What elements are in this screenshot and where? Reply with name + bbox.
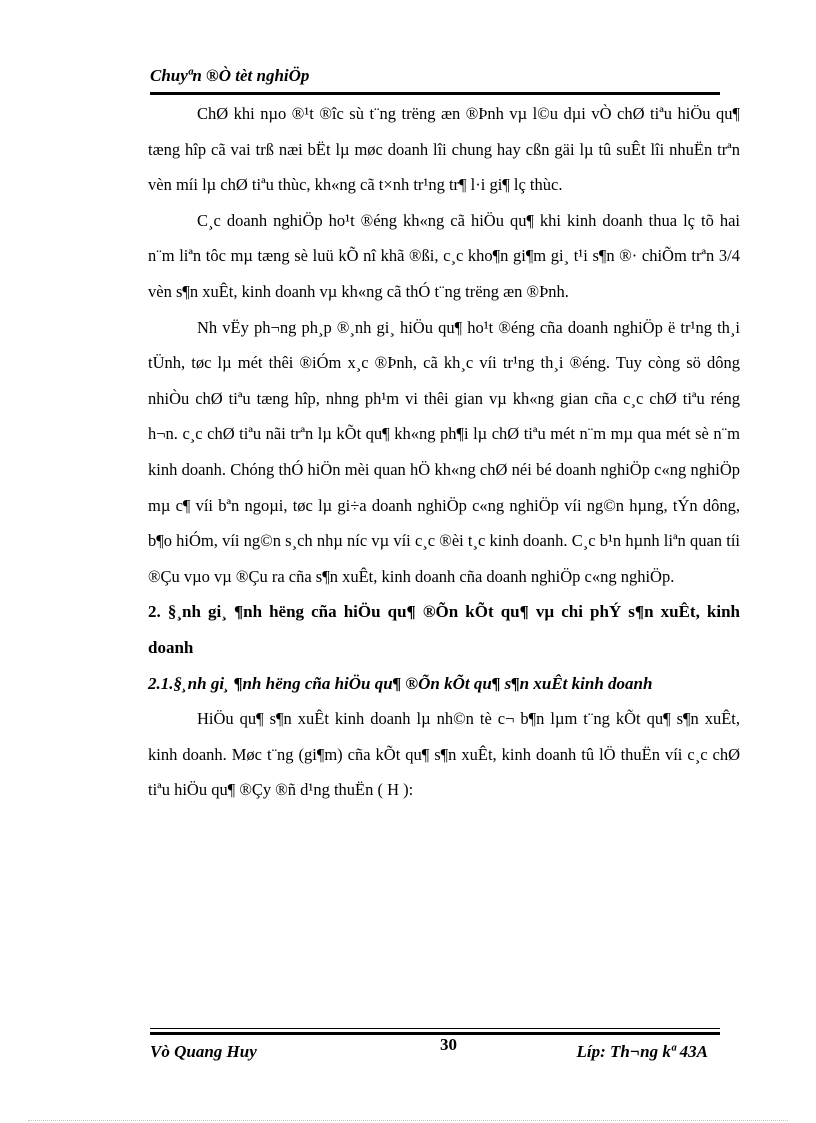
document-body [148, 96, 740, 808]
page-header [150, 64, 720, 96]
footer-author: Vò Quang Huy [150, 1042, 257, 1061]
paragraph-2: C¸c doanh nghiÖp ho¹t ®éng kh«ng cã hiÖu qu¶ khi kinh doanh thua lç tõ hai n¨m liªn tôc mµ tæng sè luü kÕ nî khã ®ßi, c¸c kho¶n gi¶m gi¸ t¹i s¶n ®· chiÕm trªn 3/4 vèn s¶n xuÊt, kinh doanh vµ kh«ng cã thÓ t¨ng trëng æn ®Þnh. [148, 210, 740, 301]
page-footer [150, 1028, 720, 1068]
header-rule [150, 92, 720, 95]
paragraph-1: ChØ khi nµo ®¹t ®îc sù t¨ng trëng æn ®Þnh vµ l©u dµi vÒ chØ tiªu hiÖu qu¶ tæng hîp cã vai trß næi bËt lµ møc doanh lîi chung hay cßn gäi lµ tû suÊt lîi nhuËn trªn vèn míi lµ chØ tiªu thùc, kh«ng cã t×nh tr¹ng tr¶ l·i gi¶ lç thùc. [148, 104, 740, 195]
section-heading-2: 2. §¸nh gi¸ ¶nh hëng cña hiÖu qu¶ ®Õn kÕt qu¶ vµ chi phÝ s¶n xuÊt, kinh doanh [148, 602, 740, 657]
footer-rule-thin [150, 1028, 720, 1029]
header-title: Chuyªn ®Ò tèt nghiÖp [150, 66, 310, 85]
paragraph-3: Nh vËy ph¬ng ph¸p ®¸nh gi¸ hiÖu qu¶ ho¹t ®éng cña doanh nghiÖp ë tr¹ng th¸i tÜnh, tøc lµ mét thêi ®iÓm x¸c ®Þnh, cã kh¸c víi tr¹ng th¸i ®éng. Tuy còng sö dông nhiÒu chØ tiªu tæng hîp, nhng ph¹m vi thêi gian vµ kh«ng gian cña c¸c chØ tiªu réng h¬n. c¸c chØ tiªu nãi trªn lµ kÕt qu¶ kh«ng ph¶i lµ chØ tiªu mét n¨m mµ qua mét sè n¨m kinh doanh. Chóng thÓ hiÖn mèi quan hÖ kh«ng chØ néi bé doanh nghiÖp c«ng nghiÖp mµ c¶ víi bªn ngoµi, tøc lµ gi÷a doanh nghiÖp c«ng nghiÖp víi ng©n hµng, tÝn dông, b¶o hiÓm, víi ng©n s¸ch nhµ níc vµ víi c¸c ®èi t¸c kinh doanh. C¸c b¹n hµnh liªn quan tíi ®Çu vµo vµ ®Çu ra cña s¶n xuÊt, kinh doanh cña doanh nghiÖp c«ng nghiÖp. [148, 317, 740, 586]
page-number: 30 [440, 1035, 457, 1054]
footer-rule-thick [150, 1032, 720, 1035]
footer-class: Líp: Th¬ng kª 43A [576, 1042, 708, 1061]
page-edge-divider [28, 1120, 788, 1121]
subsection-heading-2-1: 2.1.§¸nh gi¸ ¶nh hëng cña hiÖu qu¶ ®Õn kÕt qu¶ s¶n xuÊt kinh doanh [148, 673, 653, 693]
paragraph-4: HiÖu qu¶ s¶n xuÊt kinh doanh lµ nh©n tè c¬ b¶n lµm t¨ng kÕt qu¶ s¶n xuÊt, kinh doanh. Møc t¨ng (gi¶m) cña kÕt qu¶ s¶n xuÊt, kinh doanh tû lÖ thuËn víi c¸c chØ tiªu hiÖu qu¶ ®Çy ®ñ d¹ng thuËn ( H ): [148, 709, 740, 800]
